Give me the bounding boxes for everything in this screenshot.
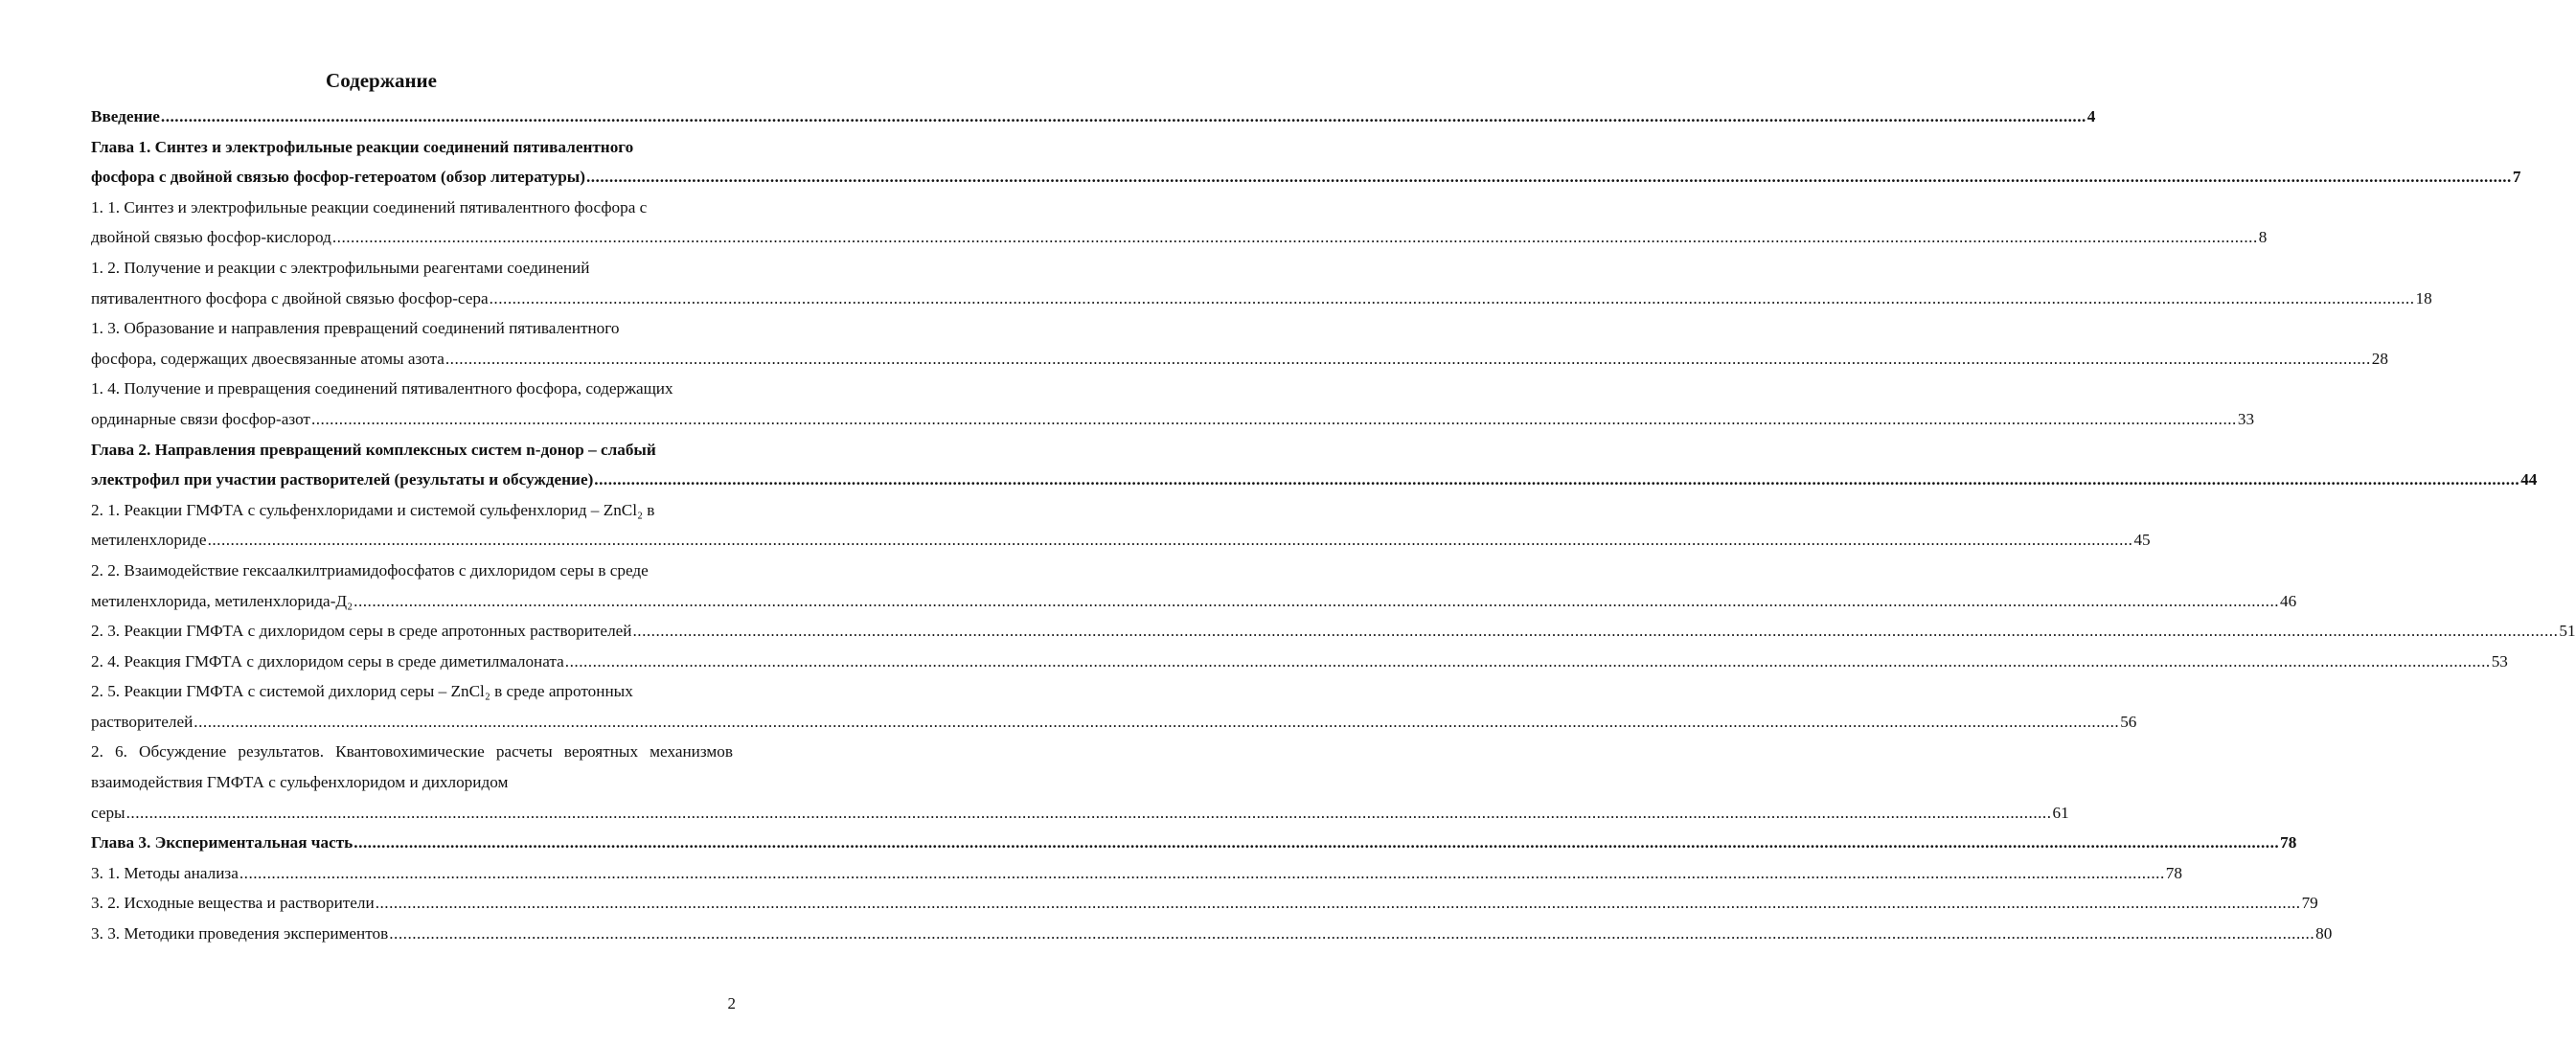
dot-leader [586, 162, 2512, 193]
toc-entry-title-lead: Глава 2. Направления превращений комплексных систем n-донор – слабый [91, 440, 656, 459]
toc-line [91, 707, 2137, 738]
toc-entry-1-3[interactable] [91, 313, 2388, 374]
toc-line [91, 919, 2333, 949]
toc-line [91, 344, 2388, 375]
toc-entry-title: ординарные связи фосфор-азот [91, 409, 310, 428]
dot-leader [239, 858, 2165, 889]
toc-page-number: 51 [2559, 622, 2576, 641]
toc-page-number: 8 [2258, 228, 2268, 247]
dot-leader [194, 707, 2119, 738]
dot-leader [389, 919, 2314, 949]
toc-line [91, 284, 2432, 314]
toc-entry-title-lead: 2. 5. Реакции ГМФТА с системой дихлорид серы – ZnCl₂ в среде апротонных [91, 682, 633, 701]
toc-page-number: 7 [2512, 168, 2521, 187]
toc-page-number: 46 [2280, 591, 2297, 610]
toc-line [91, 404, 2255, 435]
toc-entry-3-3[interactable] [91, 919, 2333, 949]
toc-entry-title: Введение [91, 107, 160, 125]
toc-entry-chapter-2[interactable] [91, 435, 2538, 495]
toc-line [91, 586, 2297, 617]
toc-page-number: 53 [2491, 651, 2508, 671]
toc-entry-title-lead: Глава 1. Синтез и электрофильные реакции соединений пятивалентного [91, 137, 634, 156]
dot-leader [632, 616, 2558, 647]
toc-entry-chapter-1[interactable] [91, 132, 2521, 193]
toc-line [91, 858, 2182, 889]
toc-page-number: 28 [2371, 349, 2388, 368]
dot-leader [490, 284, 2415, 314]
toc-entry-title: 2. 3. Реакции ГМФТА с дихлоридом серы в среде апротонных растворителей [91, 622, 632, 641]
toc-page-number: 78 [2165, 863, 2182, 882]
dot-leader [376, 888, 2301, 919]
toc-page-number: 44 [2520, 470, 2538, 489]
toc-entry-title: фосфора, содержащих двоесвязанные атомы азота [91, 349, 445, 368]
toc-entry-title-lead: 1. 3. Образование и направления превращений соединений пятивалентного [91, 319, 620, 338]
dot-leader [126, 798, 2052, 829]
toc-entry-title: фосфора с двойной связью фосфор-гетероатом (обзор литературы) [91, 168, 585, 187]
page-number: 2 [727, 994, 736, 1012]
toc-line [91, 222, 2268, 253]
toc-entry-2-4[interactable] [91, 647, 2508, 677]
toc-line [91, 525, 2151, 556]
toc-entry-1-1[interactable] [91, 193, 2268, 253]
page-title: Содержание [326, 69, 437, 92]
dot-leader [353, 828, 2279, 858]
toc-entry-3-2[interactable] [91, 888, 2318, 919]
toc-entry-3-1[interactable] [91, 858, 2182, 889]
toc-page-number: 61 [2052, 803, 2069, 822]
toc-entry-2-3[interactable] [91, 616, 2576, 647]
dot-leader [311, 404, 2237, 435]
toc-entry-1-2[interactable] [91, 253, 2432, 313]
dot-leader [445, 344, 2371, 375]
toc-line [91, 888, 2318, 919]
toc-page-number: 56 [2120, 712, 2137, 731]
toc-line [91, 616, 2576, 647]
toc-entry-2-5[interactable] [91, 676, 2137, 737]
toc-line [91, 798, 2069, 829]
toc-entry-2-1[interactable] [91, 495, 2151, 556]
toc-line [91, 102, 2096, 132]
toc-entry-title: серы [91, 803, 125, 822]
toc-line [91, 647, 2508, 677]
toc-entry-title: растворителей [91, 712, 194, 731]
toc-entry-title: электрофил при участии растворителей (результаты и обсуждение) [91, 470, 594, 489]
toc-entry-title-lead: 2. 2. Взаимодействие гексаалкилтриамидофосфатов с дихлоридом серы в среде [91, 560, 649, 580]
toc-page-number: 79 [2301, 894, 2318, 913]
toc-page-number: 45 [2133, 531, 2151, 550]
toc-entry-title-lead: 1. 1. Синтез и электрофильные реакции соединений пятивалентного фосфора с [91, 197, 648, 216]
toc-page-number: 18 [2415, 288, 2432, 307]
dot-leader [332, 222, 2258, 253]
dot-leader [565, 647, 2491, 677]
toc-line [91, 465, 2538, 495]
toc-page-number: 33 [2237, 409, 2255, 428]
dot-leader [161, 102, 2086, 132]
toc-entry-title-lead: 2. 1. Реакции ГМФТА с сульфенхлоридами и системой сульфенхлорид – ZnCl₂ в [91, 500, 655, 519]
toc-line [91, 162, 2521, 193]
toc-entry-title-lead: 1. 2. Получение и реакции с электрофильными реагентами соединений [91, 258, 590, 277]
toc-entry-title: пятивалентного фосфора с двойной связью фосфор-сера [91, 288, 489, 307]
dot-leader [208, 525, 2133, 556]
table-of-contents [91, 102, 2576, 949]
dot-leader [353, 586, 2279, 617]
toc-entry-introduction[interactable] [91, 102, 2096, 132]
toc-entry-title: двойной связью фосфор-кислород [91, 228, 331, 247]
toc-entry-2-6[interactable] [91, 737, 2069, 828]
toc-page-number: 78 [2280, 833, 2297, 853]
toc-entry-title: 3. 2. Исходные вещества и растворители [91, 894, 375, 913]
toc-entry-2-2[interactable] [91, 556, 2297, 616]
dot-leader [594, 465, 2519, 495]
toc-entry-title: 3. 1. Методы анализа [91, 863, 239, 882]
toc-entry-1-4[interactable] [91, 374, 2255, 434]
toc-entry-chapter-3[interactable] [91, 828, 2297, 858]
toc-page-number: 80 [2315, 924, 2333, 944]
toc-page-number: 4 [2086, 107, 2096, 125]
toc-entry-title: метиленхлорида, метиленхлорида-Д₂ [91, 591, 353, 610]
toc-line [91, 828, 2297, 858]
toc-entry-title-lead: 2. 6. Обсуждение результатов. Квантовохимические расчеты вероятных механизмов взаимодействия ГМФТА с сульфенхлоридом и дихлоридом [91, 742, 733, 792]
toc-entry-title: Глава 3. Экспериментальная часть [91, 833, 353, 853]
toc-entry-title: 2. 4. Реакция ГМФТА с дихлоридом серы в среде диметилмалоната [91, 651, 564, 671]
toc-entry-title-lead: 1. 4. Получение и превращения соединений пятивалентного фосфора, содержащих [91, 379, 673, 398]
toc-entry-title: метиленхлориде [91, 531, 207, 550]
toc-entry-title: 3. 3. Методики проведения экспериментов [91, 924, 389, 944]
